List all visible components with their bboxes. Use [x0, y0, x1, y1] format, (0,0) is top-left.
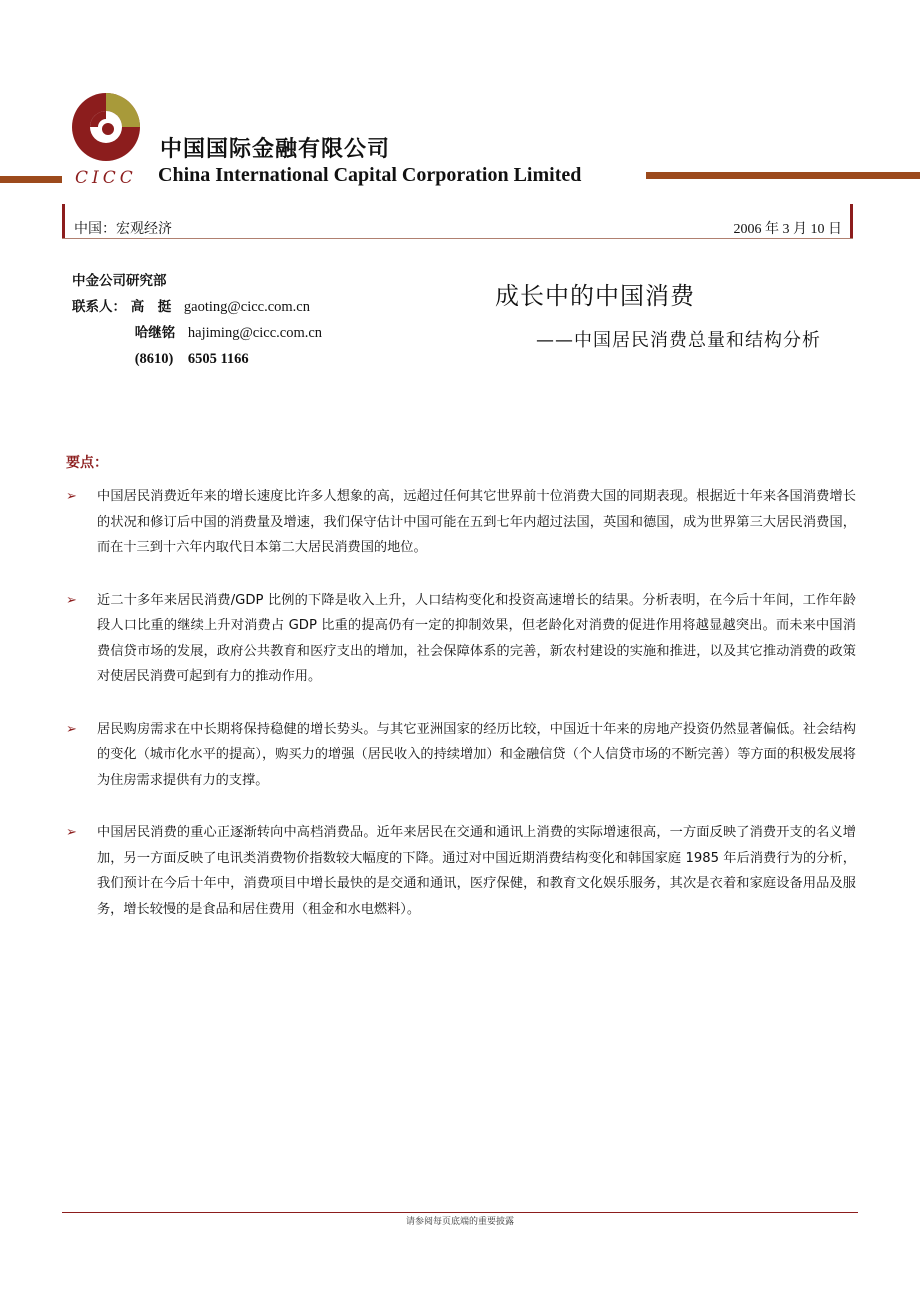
footer-divider	[62, 1212, 858, 1213]
report-title: 成长中的中国消费	[495, 282, 695, 310]
list-item	[66, 820, 856, 922]
key-points-heading: 要点：	[66, 455, 108, 471]
logo-wordmark: CICC	[75, 168, 137, 188]
contact-block	[72, 268, 322, 372]
header-rule-right	[646, 172, 920, 179]
contact-name: 哈继铭	[134, 325, 176, 341]
key-points-list	[66, 484, 856, 949]
key-point-text: 近二十多年来居民消费/GDP 比例的下降是收入上升，人口结构变化和投资高速增长的结果。分析表明，在今后十年间，工作年龄段人口比重的继续上升对消费占 GDP 比重的提高仍有一定的抑制效果，但老龄化对消费的促进作用将越显越突出。而未来中国消费信贷市场的发展，政府公共教育和医疗支出的增加，社会保障体系的完善，新农村建设的实施和推进，以及其它推动消费的政策对使居民消费可起到有力的推动作用。	[97, 592, 856, 684]
arrow-bullet-icon: ➢	[66, 721, 77, 737]
arrow-bullet-icon: ➢	[66, 825, 77, 840]
category-divider	[62, 238, 853, 239]
company-name-cn: 中国国际金融有限公司	[160, 137, 391, 162]
list-item	[66, 717, 856, 794]
key-point-text: 中国居民消费的重心正逐渐转向中高档消费品。近年来居民在交通和通讯上消费的实际增速很高，一方面反映了消费开支的名义增加，另一方面反映了电讯类消费物价指数较大幅度的下降。通过对中国近期消费结构变化和韩国家庭 1985 年后消费行为的分析，我们预计在今后十年中，消费项目中增长最快的是交通和通讯，医疗保健，和教育文化娱乐服务，其次是衣着和家庭设备用品及服务，增长较慢的是食品和居住费用（租金和水电燃料）。	[97, 825, 856, 917]
list-item	[66, 484, 856, 561]
arrow-bullet-icon: ➢	[66, 489, 77, 504]
department: 中金公司研究部	[72, 273, 167, 289]
contact-row	[72, 294, 322, 320]
contact-row	[72, 346, 322, 372]
cicc-logo-icon	[70, 92, 148, 162]
contact-email[interactable]: hajiming@cicc.com.cn	[187, 325, 323, 341]
contact-email[interactable]: gaoting@cicc.com.cn	[183, 299, 310, 315]
key-point-text: 居民购房需求在中长期将保持稳健的增长势头。与其它亚洲国家的经历比较，中国近十年来的房地产投资仍然显著偏低。社会结构的变化（城市化水平的提高），购买力的增强（居民收入的持续增加）和金融信贷（个人信贷市场的不断完善）等方面的积极发展将为住房需求提供有力的支撑。	[97, 721, 856, 788]
contact-label: 联系人：	[72, 299, 126, 315]
key-point-text: 中国居民消费近年来的增长速度比许多人想象的高，远超过任何其它世界前十位消费大国的同期表现。根据近十年来各国消费增长的状况和修订后中国的消费量及增速，我们保守估计中国可能在五到七年内超过法国，英国和德国，成为世界第三大居民消费国，而在十三到十六年内取代日本第二大居民消费国的地位。	[97, 489, 856, 555]
report-subtitle: ——中国居民消费总量和结构分析	[536, 330, 821, 351]
header-rule-left	[0, 176, 62, 183]
report-date: 2006 年 3 月 10 日	[733, 222, 842, 237]
footer-disclosure-note: 请参阅每页底端的重要披露	[405, 1217, 514, 1227]
contact-row	[72, 320, 322, 346]
contact-name: 高 挺	[130, 299, 172, 315]
category-bar-right-mark	[850, 204, 853, 238]
report-category: 中国：宏观经济	[74, 221, 172, 237]
company-name-en: China International Capital Corporation Limited	[158, 164, 582, 186]
contact-phone: (8610) 6505 1166	[134, 351, 249, 367]
arrow-bullet-icon: ➢	[66, 592, 77, 608]
list-item	[66, 588, 856, 690]
category-bar-left-mark	[62, 204, 65, 238]
